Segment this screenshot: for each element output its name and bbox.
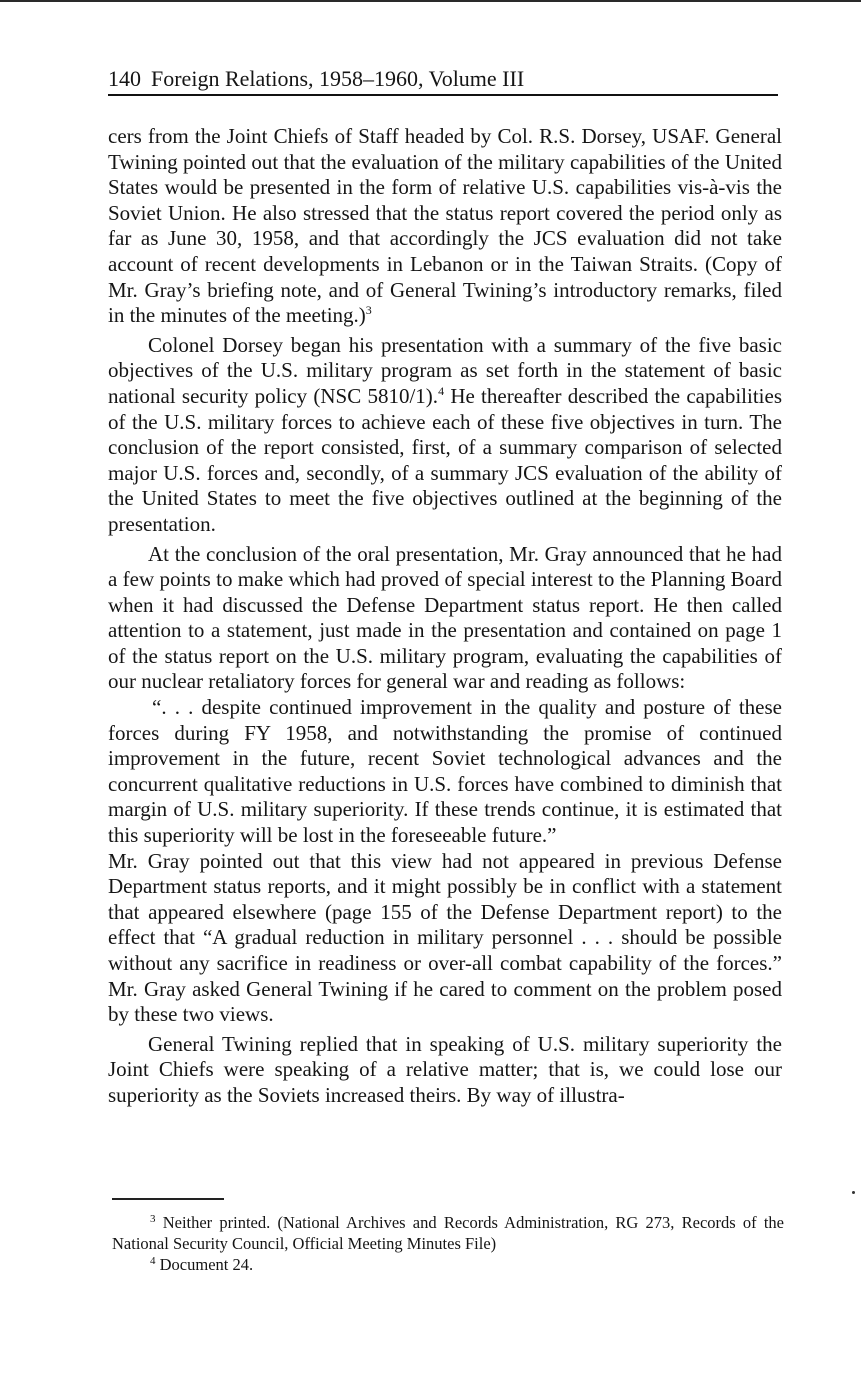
paragraph-5: General Twining replied that in speaking of U.S. military superiority the Joint Chiefs were speaking of a relative matter; that is, we could lose our superiority as the Soviets increased theirs. By way of illustra- (108, 1031, 782, 1107)
footnote-4 (112, 1254, 784, 1275)
footnote-text: Document 24. (155, 1255, 254, 1274)
page-number: 140 (108, 66, 141, 91)
footnote-3 (112, 1212, 784, 1254)
footnote-text: Neither printed. (National Archives and Records Administration, RG 273, Records of the National Security Council, Official Meeting Minutes File) (112, 1213, 784, 1253)
block-quote: “. . . despite continued improvement in the quality and posture of these forces during FY 1958, and notwithstanding the promise of continued improvement in the future, recent Soviet technological advances and the concurrent qualitative reductions in U.S. forces have combined to diminish that margin of U.S. military superiority. If these trends continue, it is estimated that this superiority will be lost in the foreseeable future.” (108, 695, 782, 848)
scan-speck (852, 1191, 855, 1194)
paragraph-3: At the conclusion of the oral presentation, Mr. Gray announced that he had a few points to make which had proved of special interest to the Planning Board when it had discussed the Defense Department status report. He then called attention to a statement, just made in the presentation and contained on page 1 of the status report on the U.S. military program, evaluating the capabilities of our nuclear retaliatory forces for general war and reading as follows: (108, 541, 782, 694)
footnote-marker: 3 (150, 1213, 156, 1225)
top-edge-rule (0, 0, 861, 2)
footnotes (112, 1212, 784, 1275)
footnote-ref-4: 4 (438, 383, 445, 398)
paragraph-1: cers from the Joint Chiefs of Staff headed by Col. R.S. Dorsey, USAF. General Twining pointed out that the evaluation of the military capabilities of the United States would be presented in the form of relative U.S. capabilities vis-à-vis the Soviet Union. He also stressed that the status report covered the period only as far as June 30, 1958, and that accordingly the JCS evaluation did not take account of recent developments in Lebanon or in the Taiwan Straits. (Copy of Mr. Gray’s briefing note, and of General Twining’s introductory remarks, filed in the minutes of the meeting.)$^3$ (108, 124, 782, 328)
footnote-divider (112, 1198, 224, 1200)
body-text (108, 124, 782, 1109)
running-header (108, 64, 778, 96)
paragraph-2: Colonel Dorsey began his presentation with a summary of the five basic objectives of the U.S. military program as set forth in the statement of basic national security policy (NSC 5810/1).$^4$ He thereafter described the capabilities of the U.S. military forces to achieve each of these five objectives in turn. The conclusion of the report consisted, first, of a summary comparison of selected major U.S. forces and, secondly, of a summary JCS evaluation of the ability of the United States to meet the five objectives outlined at the beginning of the presentation. (108, 332, 782, 536)
paragraph-4: Mr. Gray pointed out that this view had not appeared in previous Defense Department status reports, and it might possibly be in conflict with a statement that appeared elsewhere (page 155 of the Defense Department report) to the effect that “A gradual reduction in military personnel . . . should be possible without any sacrifice in readiness or over-all combat capability of the forces.” Mr. Gray asked General Twining if he cared to comment on the problem posed by these two views. (108, 848, 782, 1027)
footnote-ref-3: 3 (365, 303, 372, 318)
footnote-marker: 4 (150, 1255, 156, 1267)
volume-title: Foreign Relations, 1958–1960, Volume III (151, 66, 525, 91)
